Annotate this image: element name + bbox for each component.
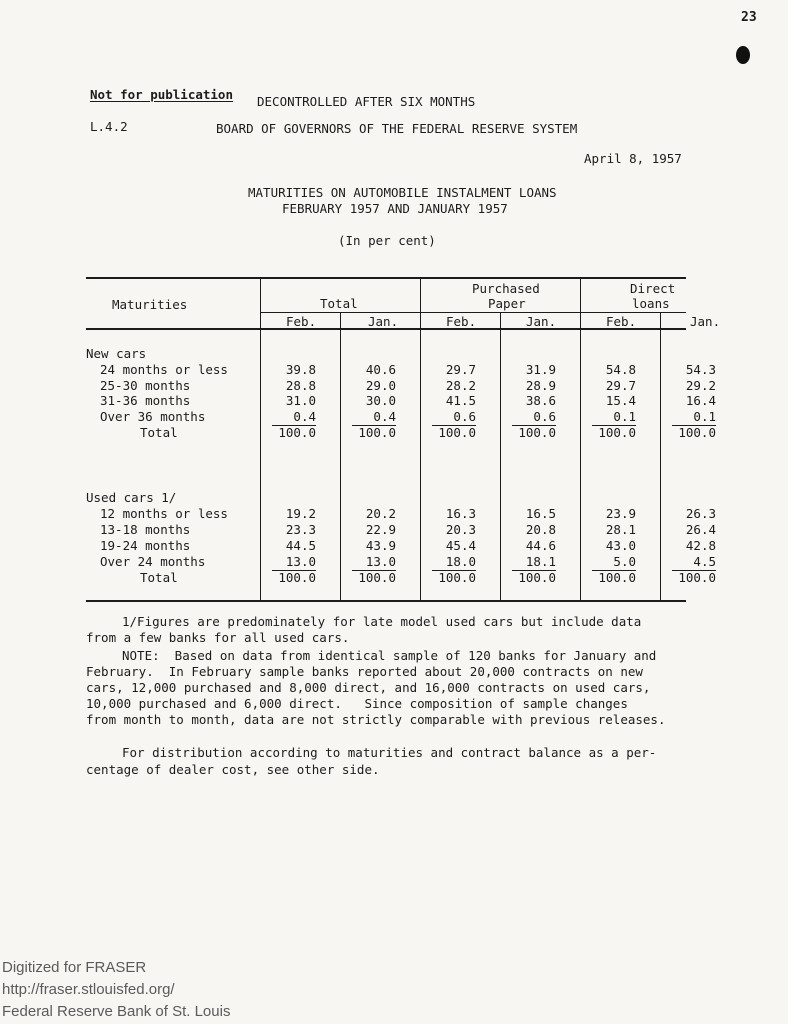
subhead-jan: Jan.	[690, 314, 721, 329]
distribution-line: For distribution according to maturities and contract balance as a per-	[122, 745, 657, 760]
title-line-1: MATURITIES ON AUTOMOBILE INSTALMENT LOANS	[248, 185, 557, 200]
table-cell: 41.5	[445, 393, 476, 408]
head-direct: Direct	[630, 281, 676, 296]
table-cell: 100.0	[518, 425, 556, 440]
note-line: cars, 12,000 purchased and 8,000 direct, and 16,000 contracts on used cars,	[86, 680, 651, 695]
section-new-cars: New cars	[86, 346, 147, 361]
table-cell: 23.3	[285, 522, 316, 537]
subhead-feb: Feb.	[606, 314, 637, 329]
row-label: 24 months or less	[100, 362, 228, 377]
table-cell: 31.0	[285, 393, 316, 408]
subhead-feb: Feb.	[446, 314, 477, 329]
table-cell: 20.3	[445, 522, 476, 537]
table-cell: 26.4	[685, 522, 716, 537]
row-label: Total	[140, 425, 178, 440]
col-divider	[420, 279, 421, 600]
table-cell: 43.0	[605, 538, 636, 553]
table-cell: 100.0	[438, 570, 476, 585]
table-cell: 28.8	[285, 378, 316, 393]
table-cell: 13.0	[285, 554, 316, 569]
row-label: Total	[140, 570, 178, 585]
table-cell: 29.7	[445, 362, 476, 377]
fraser-bank: Federal Reserve Bank of St. Louis	[2, 1003, 231, 1020]
table-cell: 31.9	[525, 362, 556, 377]
table-cell: 100.0	[678, 570, 716, 585]
col-divider	[660, 313, 661, 600]
table-cell: 39.8	[285, 362, 316, 377]
table-cell: 0.6	[533, 409, 556, 424]
head-paper: Paper	[488, 296, 526, 311]
footnote-line: from a few banks for all used cars.	[86, 630, 350, 645]
fraser-url[interactable]: http://fraser.stlouisfed.org/	[2, 981, 175, 998]
note-line: from month to month, data are not strictly comparable with previous releases.	[86, 712, 666, 727]
table-cell: 18.1	[525, 554, 556, 569]
table-cell: 54.3	[685, 362, 716, 377]
head-total: Total	[320, 296, 358, 311]
not-for-publication: Not for publication	[90, 87, 233, 102]
table-cell: 4.5	[693, 554, 716, 569]
table-cell: 100.0	[358, 570, 396, 585]
row-label: Over 36 months	[100, 409, 206, 424]
table-bottom-rule	[86, 600, 686, 602]
table-cell: 45.4	[445, 538, 476, 553]
row-label: 12 months or less	[100, 506, 228, 521]
table-cell: 28.1	[605, 522, 636, 537]
table-cell: 16.4	[685, 393, 716, 408]
table-cell: 26.3	[685, 506, 716, 521]
table-cell: 42.8	[685, 538, 716, 553]
subhead-jan: Jan.	[526, 314, 557, 329]
table-cell: 44.6	[525, 538, 556, 553]
decontrolled-notice: DECONTROLLED AFTER SIX MONTHS	[257, 94, 476, 109]
table-cell: 0.1	[613, 409, 636, 424]
table-cell: 5.0	[613, 554, 636, 569]
table-cell: 43.9	[365, 538, 396, 553]
col-divider	[260, 279, 261, 600]
table-cell: 19.2	[285, 506, 316, 521]
row-label: 25-30 months	[100, 378, 191, 393]
table-cell: 20.8	[525, 522, 556, 537]
row-label: Over 24 months	[100, 554, 206, 569]
section-used-cars: Used cars 1/	[86, 490, 177, 505]
table-cell: 15.4	[605, 393, 636, 408]
footnote-line: 1/Figures are predominately for late model used cars but include data	[122, 614, 642, 629]
table-cell: 100.0	[518, 570, 556, 585]
head-loans: loans	[632, 296, 670, 311]
note-line: NOTE: Based on data from identical sample of 120 banks for January and	[122, 648, 657, 663]
table-cell: 28.2	[445, 378, 476, 393]
distribution-line: centage of dealer cost, see other side.	[86, 762, 380, 777]
page-number: 23	[741, 10, 757, 25]
units-note: (In per cent)	[338, 233, 436, 248]
subhead-feb: Feb.	[286, 314, 317, 329]
document-code: L.4.2	[90, 119, 128, 134]
row-label: 31-36 months	[100, 393, 191, 408]
table-cell: 54.8	[605, 362, 636, 377]
agency-name: BOARD OF GOVERNORS OF THE FEDERAL RESERVE SYSTEM	[216, 121, 578, 136]
table-cell: 100.0	[358, 425, 396, 440]
table-cell: 40.6	[365, 362, 396, 377]
table-cell: 0.6	[453, 409, 476, 424]
release-date: April 8, 1957	[584, 151, 682, 166]
col-divider	[340, 313, 341, 600]
col-divider	[500, 313, 501, 600]
row-label: 19-24 months	[100, 538, 191, 553]
row-label: 13-18 months	[100, 522, 191, 537]
table-cell: 16.3	[445, 506, 476, 521]
table-cell: 29.7	[605, 378, 636, 393]
table-cell: 13.0	[365, 554, 396, 569]
head-purchased: Purchased	[472, 281, 540, 296]
table-cell: 0.4	[373, 409, 396, 424]
note-line: 10,000 purchased and 6,000 direct. Since composition of sample changes	[86, 696, 628, 711]
col-divider	[580, 279, 581, 600]
table-cell: 100.0	[438, 425, 476, 440]
ink-blot	[736, 46, 750, 64]
subhead-jan: Jan.	[368, 314, 399, 329]
table-cell: 44.5	[285, 538, 316, 553]
table-cell: 38.6	[525, 393, 556, 408]
table-cell: 0.1	[693, 409, 716, 424]
table-subhead-rule	[260, 312, 686, 313]
title-line-2: FEBRUARY 1957 AND JANUARY 1957	[282, 201, 508, 216]
note-line: February. In February sample banks reported about 20,000 contracts on new	[86, 664, 643, 679]
fraser-digitized: Digitized for FRASER	[2, 959, 147, 976]
table-cell: 100.0	[278, 570, 316, 585]
table-cell: 30.0	[365, 393, 396, 408]
table-top-rule	[86, 277, 686, 279]
head-maturities: Maturities	[112, 297, 188, 312]
table-cell: 29.0	[365, 378, 396, 393]
table-cell: 100.0	[598, 570, 636, 585]
table-cell: 28.9	[525, 378, 556, 393]
table-cell: 0.4	[293, 409, 316, 424]
table-cell: 100.0	[598, 425, 636, 440]
table-cell: 18.0	[445, 554, 476, 569]
table-cell: 22.9	[365, 522, 396, 537]
table-cell: 100.0	[278, 425, 316, 440]
table-cell: 100.0	[678, 425, 716, 440]
table-cell: 23.9	[605, 506, 636, 521]
table-cell: 20.2	[365, 506, 396, 521]
table-cell: 29.2	[685, 378, 716, 393]
table-cell: 16.5	[525, 506, 556, 521]
